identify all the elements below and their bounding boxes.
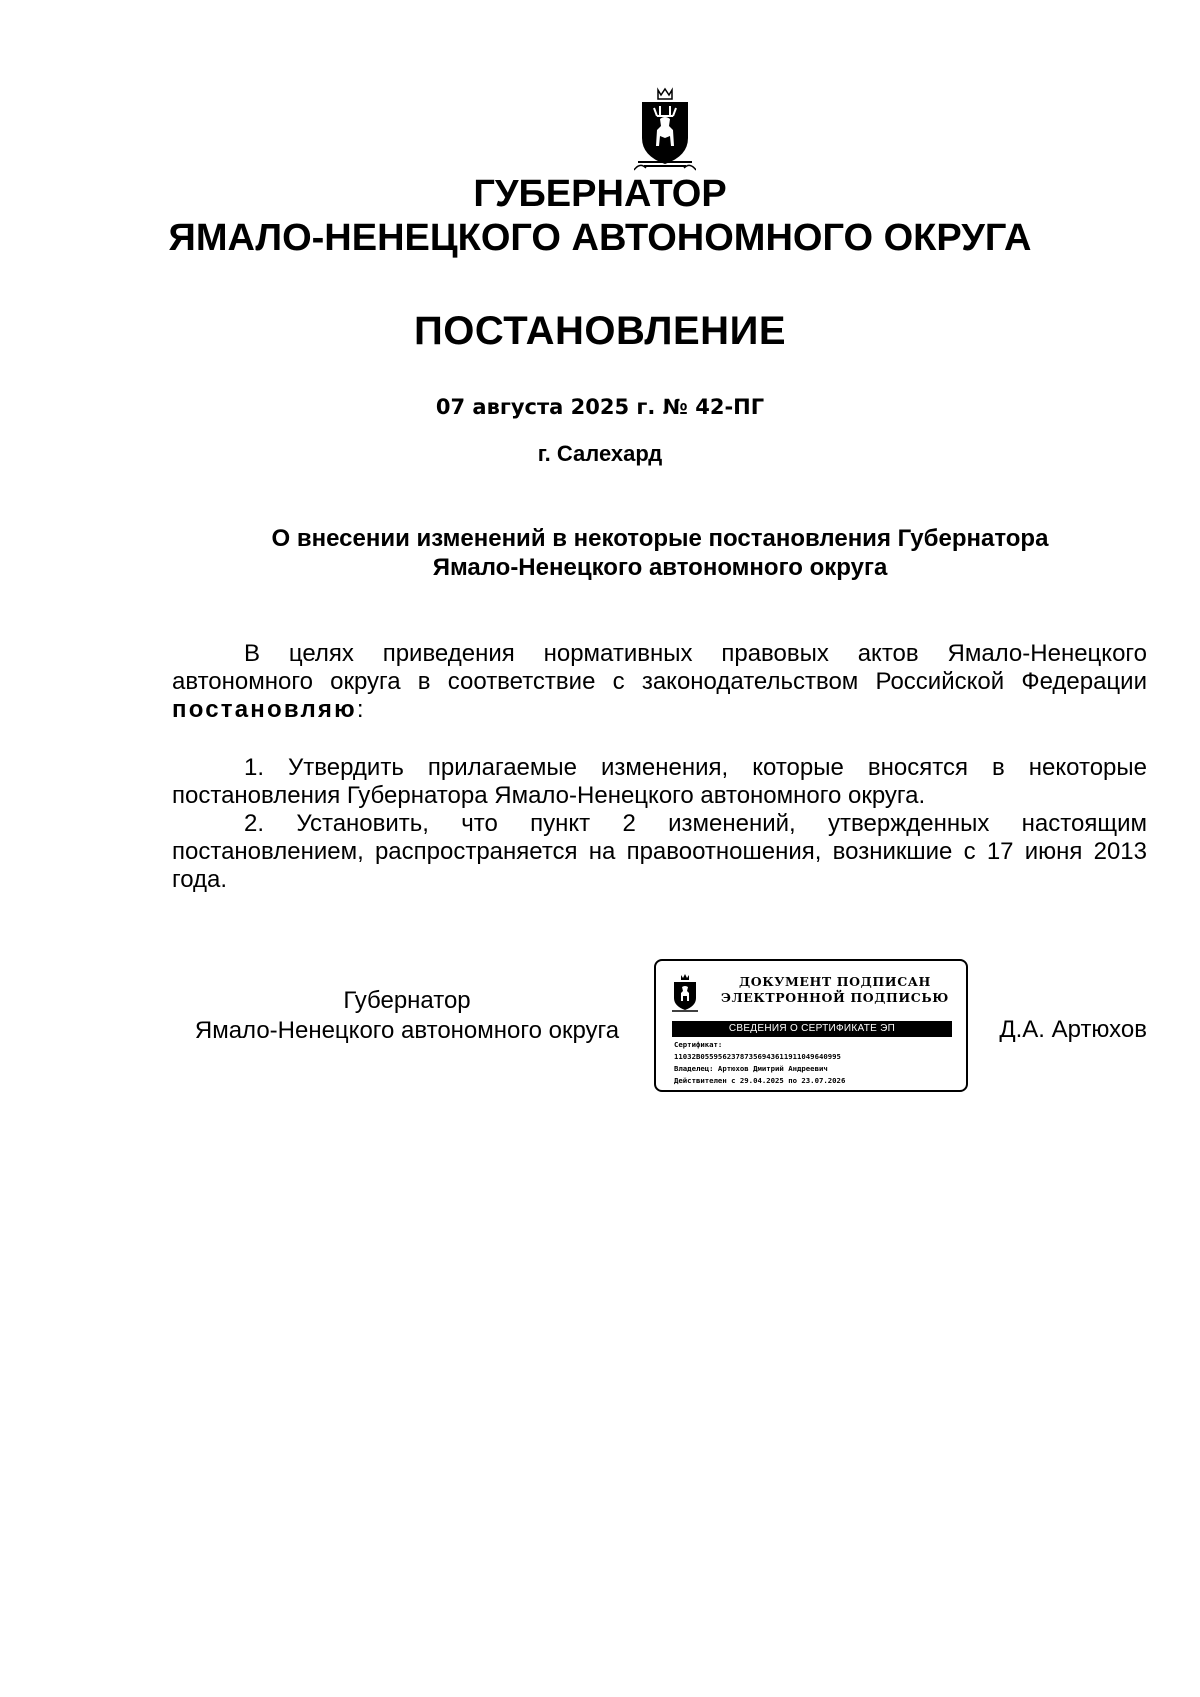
document-date-number: 07 августа 2025 г. № 42-ПГ [435,395,765,419]
issuer-title: ГУБЕРНАТОР [473,173,727,215]
subject-line-2: Ямало-Ненецкого автономного округа [432,554,888,581]
decree-items [172,754,1147,894]
preamble [172,640,1147,724]
decree-item-2: 2. Установить, что пункт 2 изменений, утвержденных настоящим постановлением, распространяется на правоотношения, возникшие с 17 июня 2013 года. [172,810,1147,893]
certificate-label: Сертификат: [674,1040,723,1049]
preamble-colon: : [356,696,364,723]
certificate-validity: Действителен с 29.04.2025 по 23.07.2026 [674,1076,846,1085]
document-city: г. Салехард [537,441,663,466]
preamble-paragraph [172,640,1147,724]
certificate-number: 11032B05595623787356943611911049640995 [674,1052,841,1061]
certificate-details [674,1039,962,1087]
signatory-position [172,986,642,1046]
stamp-emblem-icon [670,973,700,1013]
stamp-heading [710,974,960,1006]
issuer-region: ЯМАЛО-НЕНЕЦКОГО АВТОНОМНОГО ОКРУГА [168,217,1032,259]
stamp-heading-line-1: ДОКУМЕНТ ПОДПИСАН [739,974,931,989]
decree-keyword: постановляю [172,696,357,723]
signatory-position-line-2: Ямало-Ненецкого автономного округа [194,1017,620,1044]
certificate-owner: Владелец: Артюхов Дмитрий Андреевич [674,1064,828,1073]
stamp-heading-line-2: ЭЛЕКТРОННОЙ ПОДПИСЬЮ [721,990,949,1005]
electronic-signature-stamp [654,959,968,1092]
preamble-text: В целях приведения нормативных правовых актов Ямало-Ненецкого автономного округа в соответствие с законодательством Российской Федерации [172,640,1147,695]
signatory-name: Д.А. Артюхов [999,1016,1147,1043]
document-subject [200,524,1120,582]
decree-item-1: 1. Утвердить прилагаемые изменения, которые вносятся в некоторые постановления Губернатора Ямало-Ненецкого автономного округа. [172,754,1147,809]
certificate-info-bar: СВЕДЕНИЯ О СЕРТИФИКАТЕ ЭП [672,1021,952,1037]
document-type: ПОСТАНОВЛЕНИЕ [413,309,786,353]
subject-line-1: О внесении изменений в некоторые постановления Губернатора [271,525,1049,552]
coat-of-arms-emblem [634,86,696,172]
signatory-position-line-1: Губернатор [343,987,471,1014]
